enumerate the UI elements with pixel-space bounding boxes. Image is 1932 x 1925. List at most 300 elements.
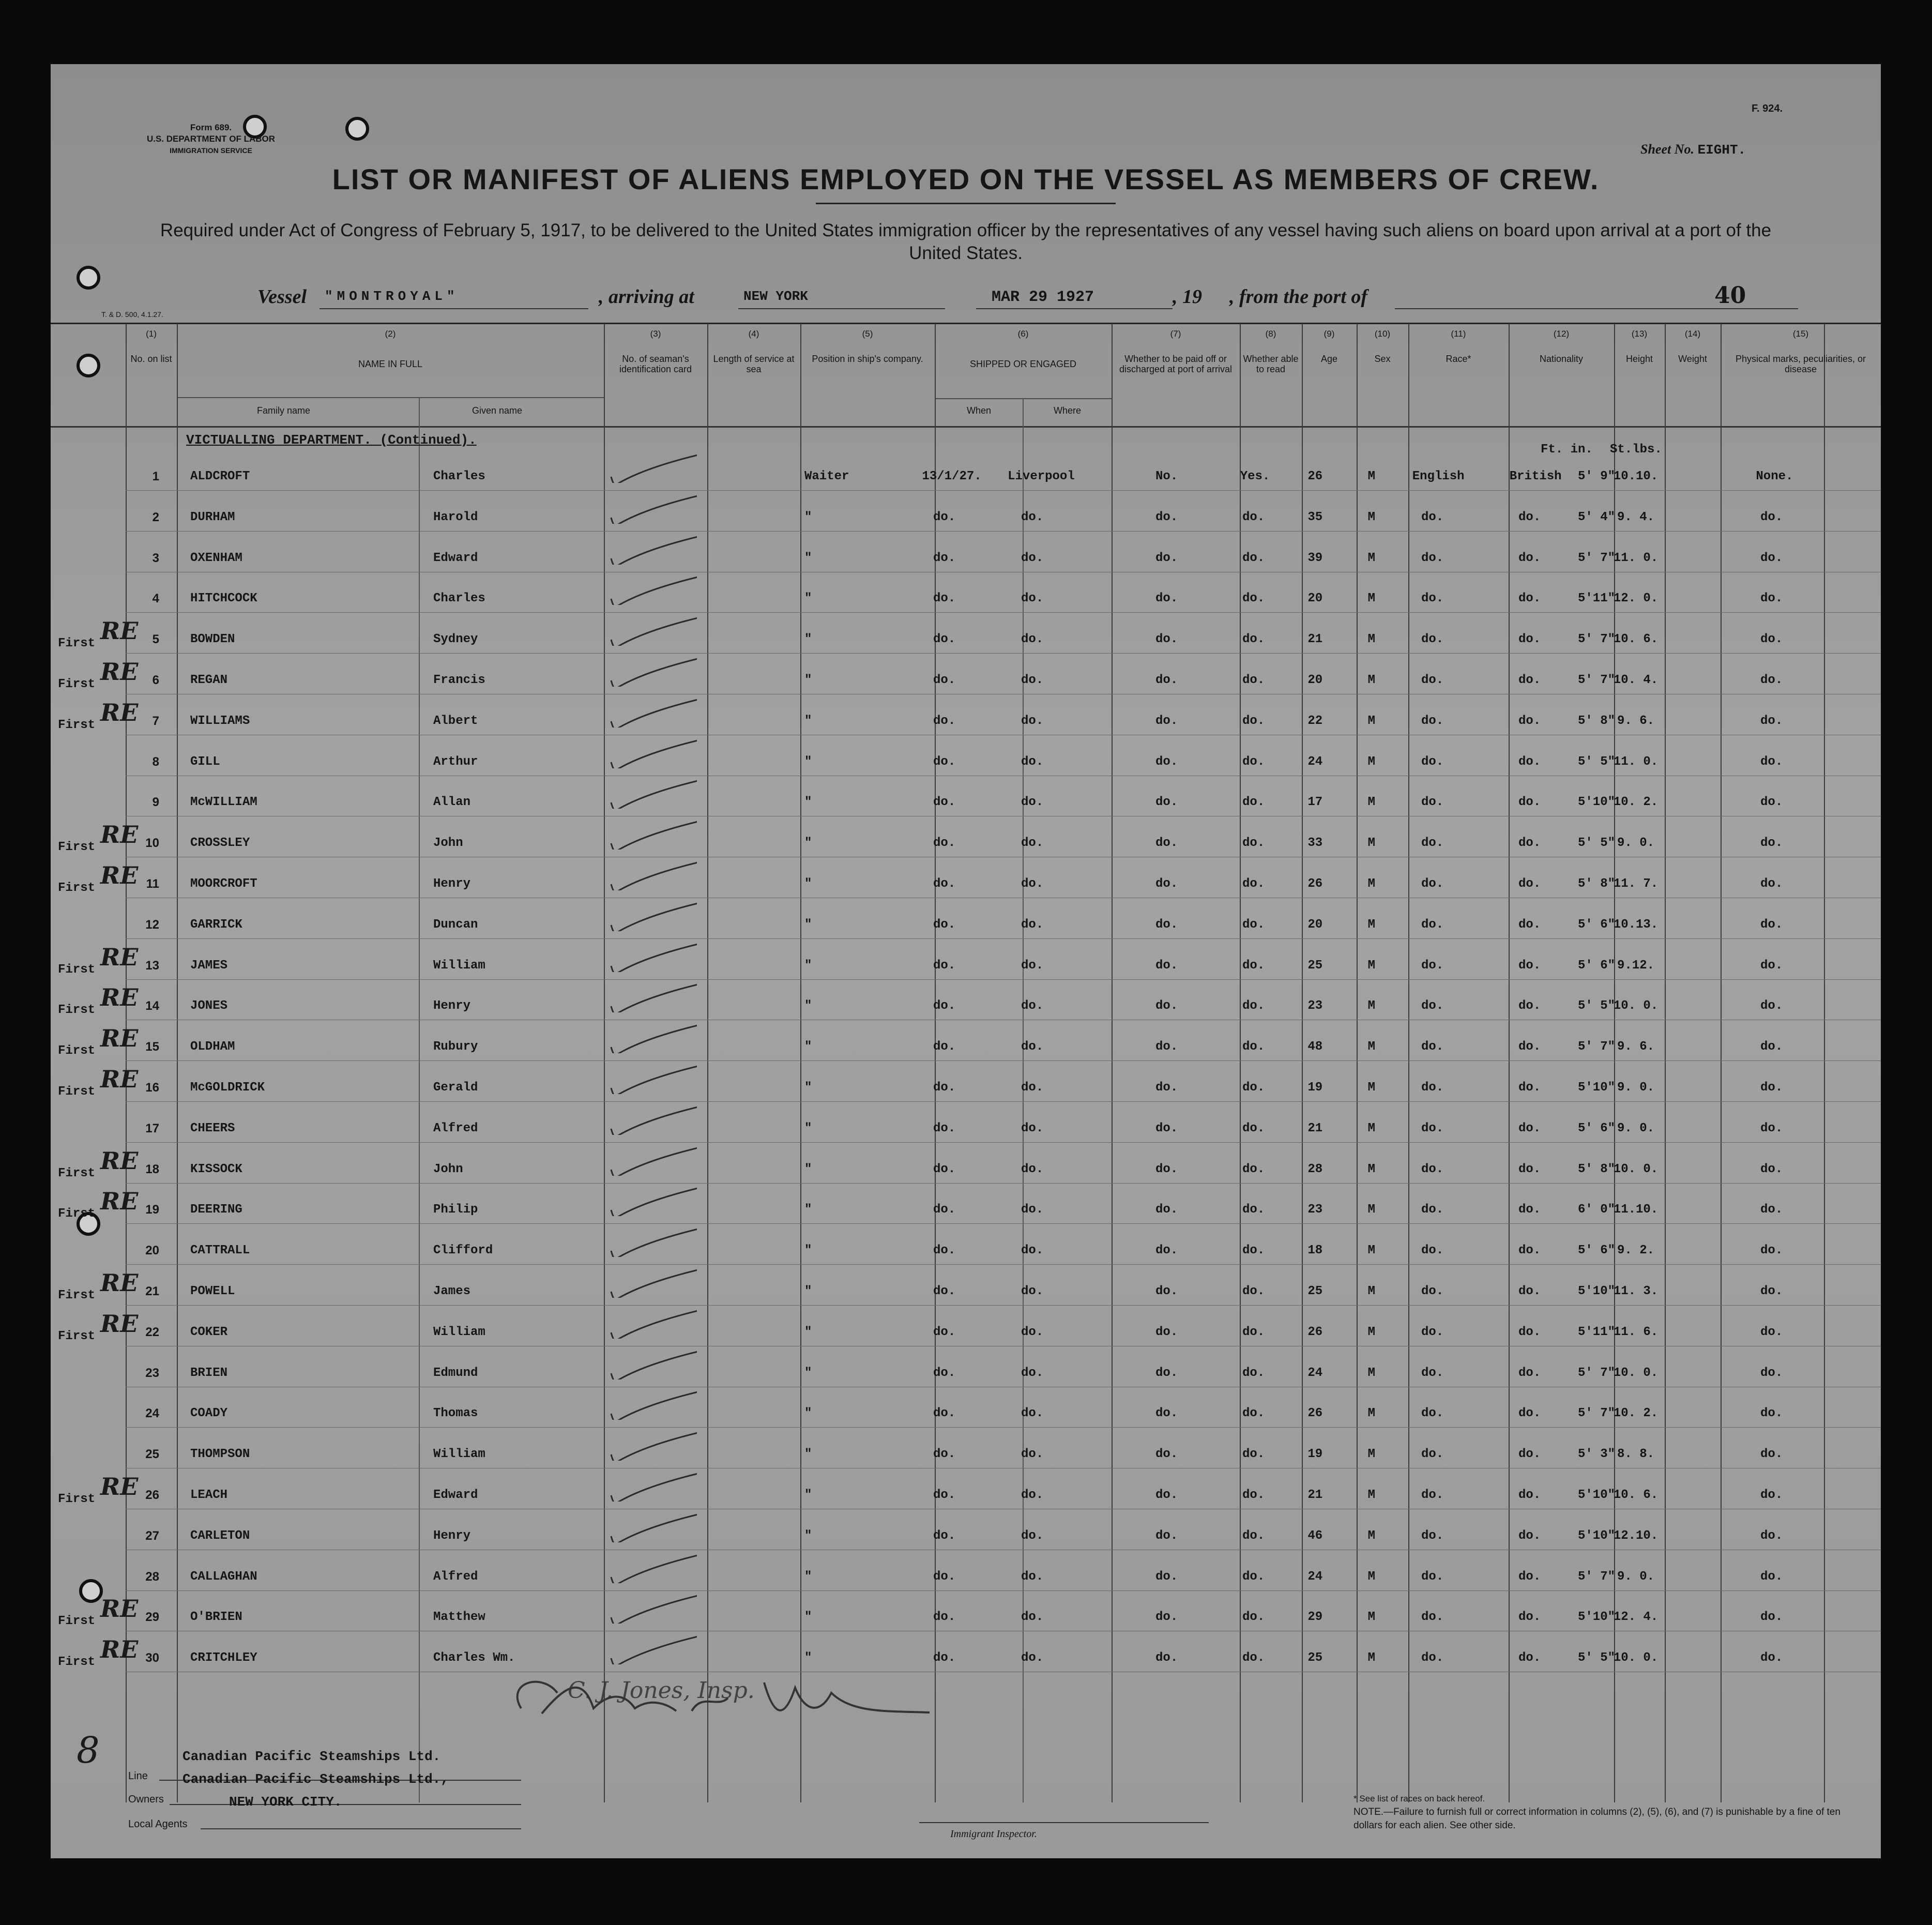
physical-marks: None. bbox=[1756, 469, 1793, 483]
position: " bbox=[804, 1528, 812, 1543]
height: 5' 7" bbox=[1577, 1040, 1616, 1054]
row-number: 4 bbox=[152, 592, 159, 606]
id-card-checkmark bbox=[609, 941, 697, 972]
row-number: 23 bbox=[145, 1366, 159, 1380]
race: do. bbox=[1421, 1244, 1444, 1258]
column-number: (14) bbox=[1684, 329, 1701, 339]
height: 5' 5" bbox=[1577, 999, 1616, 1013]
weight: 10. 0. bbox=[1613, 1162, 1659, 1176]
column-number: (9) bbox=[1324, 329, 1335, 339]
table-row bbox=[51, 1473, 1881, 1516]
line-label: Line bbox=[128, 1770, 148, 1782]
row-number: 6 bbox=[152, 673, 159, 687]
shipped-where: do. bbox=[1021, 1040, 1044, 1054]
height: 5' 4" bbox=[1577, 510, 1616, 524]
given-name: Edward bbox=[433, 1488, 478, 1502]
weight: 8. 8. bbox=[1617, 1447, 1655, 1462]
owners-value: Canadian Pacific Steamships Ltd., bbox=[182, 1771, 449, 1787]
sex: M bbox=[1367, 1610, 1376, 1625]
arrival-date: MAR 29 1927 bbox=[992, 289, 1094, 306]
height: 5' 7" bbox=[1577, 673, 1616, 687]
race: do. bbox=[1421, 1651, 1444, 1665]
paid-off: do. bbox=[1155, 592, 1178, 606]
department: U.S. DEPARTMENT OF LABOR bbox=[146, 134, 276, 144]
race: do. bbox=[1421, 714, 1444, 728]
row-number: 27 bbox=[145, 1528, 159, 1543]
row-number: 15 bbox=[145, 1040, 159, 1054]
given-name: Matthew bbox=[433, 1610, 485, 1625]
position: " bbox=[804, 1406, 812, 1421]
nationality: do. bbox=[1518, 510, 1541, 524]
weight: 10. 0. bbox=[1613, 1366, 1659, 1380]
able-to-read: do. bbox=[1242, 1406, 1265, 1421]
position: " bbox=[804, 673, 812, 687]
able-to-read: do. bbox=[1242, 673, 1265, 687]
paid-off: do. bbox=[1155, 999, 1178, 1013]
physical-marks: do. bbox=[1760, 1162, 1783, 1176]
table-row bbox=[51, 983, 1881, 1027]
column-number: (15) bbox=[1792, 329, 1809, 339]
race: do. bbox=[1421, 999, 1444, 1013]
sex: M bbox=[1367, 917, 1376, 932]
table-row bbox=[51, 1146, 1881, 1190]
family-name: McGOLDRICK bbox=[190, 1081, 265, 1095]
physical-marks: do. bbox=[1760, 1284, 1783, 1298]
race: do. bbox=[1421, 836, 1444, 851]
race: do. bbox=[1421, 1121, 1444, 1135]
sex: M bbox=[1367, 1162, 1376, 1176]
nationality: do. bbox=[1518, 673, 1541, 687]
nationality: do. bbox=[1518, 795, 1541, 810]
margin-note: First bbox=[58, 840, 96, 855]
shipped-when: do. bbox=[933, 1244, 956, 1258]
id-card-checkmark bbox=[609, 534, 697, 565]
id-card-checkmark bbox=[609, 452, 697, 483]
margin-initials: RE bbox=[100, 658, 139, 686]
able-to-read: do. bbox=[1242, 958, 1265, 973]
physical-marks: do. bbox=[1760, 795, 1783, 810]
sex: M bbox=[1367, 673, 1376, 687]
physical-marks: do. bbox=[1760, 1081, 1783, 1095]
age: 20 bbox=[1307, 673, 1323, 687]
age: 21 bbox=[1307, 1121, 1323, 1135]
family-name: KISSOCK bbox=[190, 1162, 242, 1176]
age: 23 bbox=[1307, 999, 1323, 1013]
id-card-checkmark bbox=[609, 818, 697, 850]
vessel-label: Vessel bbox=[257, 286, 307, 308]
nationality: do. bbox=[1518, 714, 1541, 728]
family-name: CRITCHLEY bbox=[190, 1651, 257, 1665]
given-name: Charles bbox=[433, 592, 485, 606]
table-row bbox=[51, 1354, 1881, 1394]
race: do. bbox=[1421, 1203, 1444, 1217]
nationality: do. bbox=[1518, 1081, 1541, 1095]
age: 46 bbox=[1307, 1528, 1323, 1543]
margin-initials: RE bbox=[100, 1187, 139, 1216]
nationality: do. bbox=[1518, 999, 1541, 1013]
position: " bbox=[804, 714, 812, 728]
shipped-when: do. bbox=[933, 1528, 956, 1543]
row-number: 28 bbox=[145, 1569, 159, 1584]
margin-initials: RE bbox=[100, 983, 139, 1012]
race: do. bbox=[1421, 917, 1444, 932]
column-header: Sex bbox=[1374, 354, 1391, 364]
nationality: do. bbox=[1518, 958, 1541, 973]
weight: 10.10. bbox=[1613, 469, 1659, 483]
column-number: (3) bbox=[650, 329, 661, 339]
weight-units: St.lbs. bbox=[1610, 443, 1662, 457]
table-row bbox=[51, 658, 1881, 701]
nationality: do. bbox=[1518, 1651, 1541, 1665]
sex: M bbox=[1367, 958, 1376, 973]
column-number: (6) bbox=[1017, 329, 1029, 339]
column-header: SHIPPED OR ENGAGED bbox=[969, 359, 1077, 369]
sex: M bbox=[1367, 632, 1376, 647]
given-name: Alfred bbox=[433, 1121, 478, 1135]
margin-note: First bbox=[58, 1614, 96, 1629]
shipped-where: do. bbox=[1021, 714, 1044, 728]
age: 26 bbox=[1307, 469, 1323, 483]
column-number: (5) bbox=[862, 329, 873, 339]
position: " bbox=[804, 551, 812, 565]
column-header: Length of service at sea bbox=[713, 354, 795, 374]
able-to-read: do. bbox=[1242, 551, 1265, 565]
column-subheader: Given name bbox=[471, 405, 523, 416]
margin-initials: RE bbox=[100, 1065, 139, 1093]
family-name: DURHAM bbox=[190, 510, 235, 524]
family-name: POWELL bbox=[190, 1284, 235, 1298]
row-number: 25 bbox=[145, 1447, 159, 1462]
shipped-when: do. bbox=[933, 1406, 956, 1421]
physical-marks: do. bbox=[1760, 632, 1783, 647]
td-code: T. & D. 500, 4.1.27. bbox=[101, 310, 163, 319]
weight: 10. 6. bbox=[1613, 632, 1659, 647]
shipped-where: do. bbox=[1021, 551, 1044, 565]
table-row bbox=[51, 1517, 1881, 1557]
id-card-checkmark bbox=[609, 900, 697, 931]
id-card-checkmark bbox=[609, 574, 697, 605]
id-card-checkmark bbox=[609, 1511, 697, 1542]
given-name: Albert bbox=[433, 714, 478, 728]
shipped-when: do. bbox=[933, 795, 956, 810]
shipped-where: do. bbox=[1021, 1203, 1044, 1217]
nationality: do. bbox=[1518, 632, 1541, 647]
column-subheader: Family name bbox=[256, 405, 311, 416]
column-header: Whether to be paid off or discharged at port of arrival bbox=[1119, 354, 1233, 374]
height: 5'10" bbox=[1577, 1488, 1616, 1502]
family-name: COADY bbox=[190, 1406, 228, 1421]
given-name: Charles Wm. bbox=[433, 1651, 515, 1665]
race: do. bbox=[1421, 1081, 1444, 1095]
weight: 11. 3. bbox=[1613, 1284, 1659, 1298]
id-card-checkmark bbox=[609, 737, 697, 768]
race: do. bbox=[1421, 1325, 1444, 1339]
shipped-where: do. bbox=[1021, 1284, 1044, 1298]
able-to-read: do. bbox=[1242, 1569, 1265, 1584]
section-heading: VICTUALLING DEPARTMENT. (Continued). bbox=[186, 432, 477, 448]
given-name: John bbox=[433, 836, 463, 851]
row-number: 7 bbox=[152, 714, 159, 728]
shipped-where: do. bbox=[1021, 592, 1044, 606]
id-card-checkmark bbox=[609, 981, 697, 1012]
row-number: 3 bbox=[152, 551, 159, 565]
age: 25 bbox=[1307, 958, 1323, 973]
sex: M bbox=[1367, 877, 1376, 891]
table-row bbox=[51, 1394, 1881, 1434]
physical-marks: do. bbox=[1760, 1528, 1783, 1543]
table-row bbox=[51, 783, 1881, 823]
weight: 9. 2. bbox=[1617, 1244, 1655, 1258]
paid-off: No. bbox=[1155, 469, 1178, 483]
shipped-when: do. bbox=[933, 1366, 956, 1380]
weight: 11. 7. bbox=[1613, 877, 1659, 891]
height: 5'10" bbox=[1577, 1610, 1616, 1625]
shipped-when: do. bbox=[933, 510, 956, 524]
able-to-read: do. bbox=[1242, 510, 1265, 524]
physical-marks: do. bbox=[1760, 877, 1783, 891]
race: do. bbox=[1421, 1366, 1444, 1380]
shipped-when: do. bbox=[933, 592, 956, 606]
age: 21 bbox=[1307, 632, 1323, 647]
family-name: ALDCROFT bbox=[190, 469, 250, 483]
shipped-where: do. bbox=[1021, 999, 1044, 1013]
paid-off: do. bbox=[1155, 1366, 1178, 1380]
height: 5' 7" bbox=[1577, 1569, 1616, 1584]
height: 5' 3" bbox=[1577, 1447, 1616, 1462]
physical-marks: do. bbox=[1760, 836, 1783, 851]
shipped-where: do. bbox=[1021, 1651, 1044, 1665]
family-name: DEERING bbox=[190, 1203, 242, 1217]
position: " bbox=[804, 510, 812, 524]
sex: M bbox=[1367, 1488, 1376, 1502]
age: 21 bbox=[1307, 1488, 1323, 1502]
age: 33 bbox=[1307, 836, 1323, 851]
shipped-where: do. bbox=[1021, 1244, 1044, 1258]
shipped-where: do. bbox=[1021, 1528, 1044, 1543]
table-row bbox=[51, 943, 1881, 987]
sex: M bbox=[1367, 551, 1376, 565]
height: 5' 5" bbox=[1577, 1651, 1616, 1665]
id-card-checkmark bbox=[609, 1022, 697, 1053]
shipped-when: do. bbox=[933, 1447, 956, 1462]
race: do. bbox=[1421, 510, 1444, 524]
age: 25 bbox=[1307, 1284, 1323, 1298]
id-card-checkmark bbox=[609, 1430, 697, 1461]
position: " bbox=[804, 999, 812, 1013]
margin-note: First bbox=[58, 1207, 96, 1221]
given-name: Philip bbox=[433, 1203, 478, 1217]
paid-off: do. bbox=[1155, 510, 1178, 524]
sex: M bbox=[1367, 1366, 1376, 1380]
shipped-where: do. bbox=[1021, 1488, 1044, 1502]
given-name: Clifford bbox=[433, 1244, 493, 1258]
given-name: Sydney bbox=[433, 632, 478, 647]
race: do. bbox=[1421, 877, 1444, 891]
table-row bbox=[51, 498, 1881, 538]
table-row bbox=[51, 1024, 1881, 1068]
sex: M bbox=[1367, 999, 1376, 1013]
row-number: 5 bbox=[152, 632, 159, 647]
race: do. bbox=[1421, 1447, 1444, 1462]
physical-marks: do. bbox=[1760, 754, 1783, 769]
given-name: Harold bbox=[433, 510, 478, 524]
position: " bbox=[804, 1569, 812, 1584]
physical-marks: do. bbox=[1760, 999, 1783, 1013]
given-name: Charles bbox=[433, 469, 485, 483]
paid-off: do. bbox=[1155, 877, 1178, 891]
given-name: Henry bbox=[433, 1528, 471, 1543]
able-to-read: do. bbox=[1242, 1488, 1265, 1502]
nationality: do. bbox=[1518, 1366, 1541, 1380]
age: 17 bbox=[1307, 795, 1323, 810]
shipped-where: do. bbox=[1021, 1081, 1044, 1095]
fine-note: NOTE.—Failure to furnish full or correct information in columns (2), (5), (6), and (7) is punishable by a fine of ten dollars for each alien. See other side. bbox=[1353, 1807, 1840, 1831]
column-header: Height bbox=[1625, 354, 1653, 364]
id-card-checkmark bbox=[609, 859, 697, 890]
given-name: Arthur bbox=[433, 754, 478, 769]
family-name: OLDHAM bbox=[190, 1040, 235, 1054]
family-name: CROSSLEY bbox=[190, 836, 250, 851]
weight: 12. 0. bbox=[1613, 592, 1659, 606]
shipped-where: do. bbox=[1021, 1121, 1044, 1135]
column-number: (7) bbox=[1170, 329, 1181, 339]
sex: M bbox=[1367, 1203, 1376, 1217]
shipped-when: do. bbox=[933, 836, 956, 851]
row-number: 10 bbox=[145, 836, 159, 851]
paid-off: do. bbox=[1155, 958, 1178, 973]
margin-note: First bbox=[58, 1003, 96, 1018]
id-card-checkmark bbox=[609, 1145, 697, 1176]
age: 26 bbox=[1307, 1325, 1323, 1339]
margin-note: First bbox=[58, 1289, 96, 1302]
given-name: John bbox=[433, 1162, 463, 1176]
position: " bbox=[804, 1447, 812, 1462]
column-subheader: When bbox=[966, 405, 992, 416]
column-subheader: Where bbox=[1053, 405, 1081, 416]
shipped-where: do. bbox=[1021, 1366, 1044, 1380]
shipped-when: do. bbox=[933, 754, 956, 769]
paid-off: do. bbox=[1155, 1244, 1178, 1258]
shipped-when: do. bbox=[933, 1081, 956, 1095]
weight: 11.10. bbox=[1613, 1203, 1659, 1217]
page-mark: 8 bbox=[77, 1729, 100, 1771]
weight: 9. 4. bbox=[1617, 510, 1655, 524]
height: 5' 7" bbox=[1577, 632, 1616, 647]
paid-off: do. bbox=[1155, 795, 1178, 810]
column-header: Weight bbox=[1678, 354, 1707, 364]
race: do. bbox=[1421, 1162, 1444, 1176]
able-to-read: do. bbox=[1242, 836, 1265, 851]
margin-note: First bbox=[58, 718, 96, 732]
id-card-checkmark bbox=[609, 615, 697, 646]
physical-marks: do. bbox=[1760, 1203, 1783, 1217]
weight: 11. 0. bbox=[1613, 551, 1659, 565]
given-name: William bbox=[433, 958, 485, 973]
position: " bbox=[804, 958, 812, 973]
table-row bbox=[51, 1065, 1881, 1109]
margin-initials: RE bbox=[100, 1309, 139, 1338]
id-card-checkmark bbox=[609, 778, 697, 809]
row-number: 17 bbox=[145, 1121, 159, 1135]
shipped-when: do. bbox=[933, 1121, 956, 1135]
weight: 9. 6. bbox=[1617, 1040, 1655, 1054]
able-to-read: do. bbox=[1242, 1244, 1265, 1258]
shipped-when: do. bbox=[933, 632, 956, 647]
weight: 9. 0. bbox=[1617, 836, 1655, 851]
id-card-checkmark bbox=[609, 1593, 697, 1624]
physical-marks: do. bbox=[1760, 592, 1783, 606]
position: " bbox=[804, 795, 812, 810]
column-number: (12) bbox=[1553, 329, 1570, 339]
margin-note: First bbox=[58, 1329, 96, 1343]
given-name: Edward bbox=[433, 551, 478, 565]
owners-label: Owners bbox=[128, 1794, 164, 1805]
age: 26 bbox=[1307, 877, 1323, 891]
family-name: GILL bbox=[190, 754, 220, 769]
row-number: 18 bbox=[145, 1162, 159, 1176]
shipped-when: do. bbox=[933, 917, 956, 932]
margin-initials: RE bbox=[100, 1635, 139, 1664]
id-card-checkmark bbox=[609, 1104, 697, 1135]
physical-marks: do. bbox=[1760, 1325, 1783, 1339]
sex: M bbox=[1367, 714, 1376, 728]
margin-initials: RE bbox=[100, 943, 139, 971]
sex: M bbox=[1367, 592, 1376, 606]
paid-off: do. bbox=[1155, 1447, 1178, 1462]
physical-marks: do. bbox=[1760, 714, 1783, 728]
sex: M bbox=[1367, 469, 1376, 483]
age: 18 bbox=[1307, 1244, 1323, 1258]
race: do. bbox=[1421, 795, 1444, 810]
given-name: Gerald bbox=[433, 1081, 478, 1095]
table-row bbox=[51, 1231, 1881, 1271]
height: 5' 5" bbox=[1577, 836, 1616, 851]
margin-note: First bbox=[58, 1492, 96, 1506]
column-header: Physical marks, peculiarities, or disease bbox=[1735, 354, 1866, 374]
id-card-checkmark bbox=[609, 1267, 697, 1298]
height: 5' 8" bbox=[1577, 714, 1616, 728]
shipped-when: do. bbox=[933, 1610, 956, 1625]
sex: M bbox=[1367, 1325, 1376, 1339]
nationality: do. bbox=[1518, 1244, 1541, 1258]
given-name: Thomas bbox=[433, 1406, 478, 1421]
year-label: , 19 bbox=[1173, 286, 1202, 308]
able-to-read: do. bbox=[1242, 714, 1265, 728]
shipped-where: do. bbox=[1021, 1447, 1044, 1462]
table-row bbox=[51, 821, 1881, 864]
nationality: do. bbox=[1518, 1162, 1541, 1176]
age: 28 bbox=[1307, 1162, 1323, 1176]
column-number: (2) bbox=[385, 329, 396, 339]
position: " bbox=[804, 1040, 812, 1054]
race: do. bbox=[1421, 1569, 1444, 1584]
position: " bbox=[804, 877, 812, 891]
family-name: REGAN bbox=[190, 673, 228, 687]
height: 5' 7" bbox=[1577, 1406, 1616, 1421]
able-to-read: do. bbox=[1242, 795, 1265, 810]
race: do. bbox=[1421, 1488, 1444, 1502]
column-header: No. on list bbox=[130, 354, 172, 364]
able-to-read: do. bbox=[1242, 1610, 1265, 1625]
position: " bbox=[804, 1162, 812, 1176]
shipped-when: do. bbox=[933, 673, 956, 687]
position: " bbox=[804, 592, 812, 606]
age: 22 bbox=[1307, 714, 1323, 728]
shipped-when: do. bbox=[933, 551, 956, 565]
id-card-checkmark bbox=[609, 1471, 697, 1502]
column-number: (8) bbox=[1265, 329, 1276, 339]
weight: 9. 0. bbox=[1617, 1081, 1655, 1095]
